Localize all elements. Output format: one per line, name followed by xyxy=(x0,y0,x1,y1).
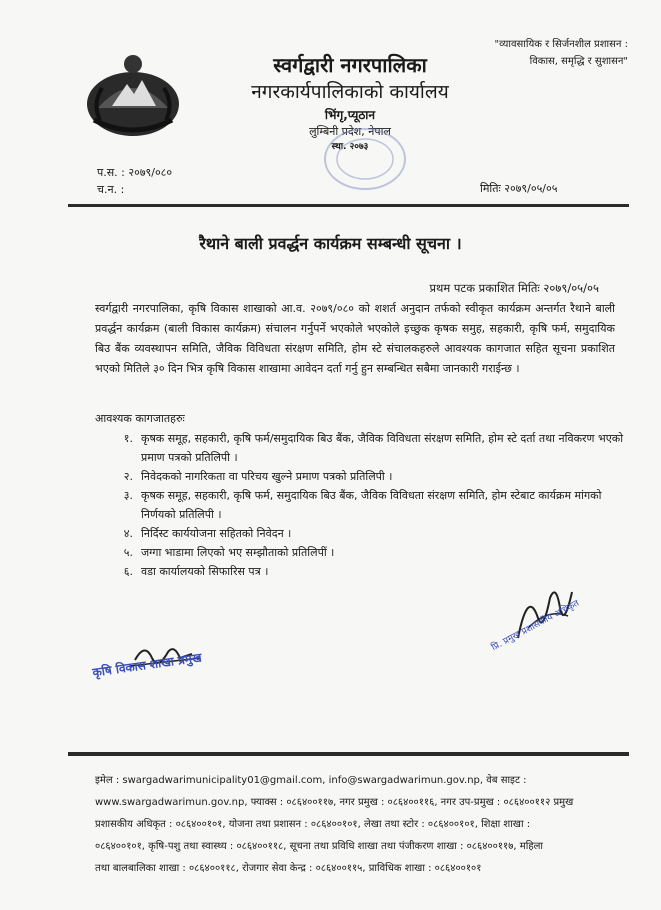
documents-heading: आवश्यक कागजातहरुः xyxy=(95,412,185,425)
left-signatory-title: कृषि विकास शाखा प्रमुख xyxy=(91,650,203,680)
footer-line: प्रशासकीय अधिकृत : ०८६४००१०१, योजना तथा प्रशासन : ०८६४००१०१, लेखा तथा स्टोर : ०८६४००१०१, शिक्षा शाखा : xyxy=(95,819,531,830)
province: लुम्बिनी प्रदेश, नेपाल xyxy=(309,125,391,138)
footer-divider xyxy=(68,752,629,756)
office-stamp-icon xyxy=(320,124,410,194)
published-date: प्रथम पटक प्रकाशित मितिः २०७९/०५/०५ xyxy=(429,281,599,295)
list-item: ६. वडा कार्यालयको सिफारिस पत्र । xyxy=(123,565,269,578)
right-signatory-title: प्रि. प्रमुख प्रशासकीय अधिकृत xyxy=(490,598,582,654)
motto: "व्यावसायिक र सिर्जनशील प्रशासन : विकास, समृद्धि र सुशासन" xyxy=(494,39,628,67)
letter-number: प.स. : २०७९/०८० xyxy=(97,166,173,179)
org-name: स्वर्गद्वारी नगरपालिका xyxy=(273,53,427,77)
contact-footer xyxy=(95,770,620,880)
list-item: २. निवेदकको नागरिकता वा परिचय खुल्ने प्रमाण पत्रको प्रतिलिपी । xyxy=(123,470,393,483)
notice-body: स्वर्गद्वारी नगरपालिका, कृषि विकास शाखाको आ.व. २०७९/०८० को शशर्त अनुदान तर्फको स्वीकृत कार्यक्रम अन्तर्गत रैथाने बाली प्रवर्द्धन कार्यक्रम (बाली विकास कार्यक्रम) संचालन गर्नुपर्ने भएकोले भएकोले इच्छुक कृषक समुह, सहकारी, कृषि फर्म, समुदायिक बिउ बैंक व्यवस्थापन समिति, जैविक विविधता संरक्षण समिति, होम स्टे संचालकहरुले आवश्यक कागजात सहित सूचना प्रकाशित भएको मितिले ३० दिन भित्र कृषि विकास शाखामा आवेदन दर्ता गर्नु हुन सम्बन्धित सबैमा जानकारी गराईन्छ । xyxy=(95,302,615,375)
office-name: नगरकार्यपालिकाको कार्यालय xyxy=(251,81,449,103)
documents-list xyxy=(95,429,625,581)
notice-title: रैथाने बाली प्रवर्द्धन कार्यक्रम सम्बन्धी सूचना । xyxy=(199,234,462,253)
letter-date: मितिः २०७९/०५/०५ xyxy=(480,182,558,195)
nepal-emblem-icon xyxy=(82,48,184,140)
established: स्था. २०७३ xyxy=(331,142,369,152)
reference-block xyxy=(97,164,172,198)
office-location: भिंगृ,प्यूठान xyxy=(324,108,376,122)
list-item: ५. जग्गा भाडामा लिएको भए सम्झौताको प्रतिलिपीं । xyxy=(123,546,335,559)
list-item: ३. कृषक समूह, सहकारी, कृषि फर्म, समुदायिक बिउ बैंक, जैविक विविधता संरक्षण समिति, होम स्टेबाट कार्यक्रम मांगको निर्णयको प्रतिलिपी । xyxy=(123,489,602,521)
list-item: १. कृषक समूह, सहकारी, कृषि फर्म/समुदायिक बिउ बैंक, जैविक विविधता संरक्षण समिति, होम स्टे दर्ता तथा नविकरण भएको प्रमाण पत्रको प्रतिलिपी । xyxy=(123,432,624,464)
header-divider xyxy=(68,204,629,207)
footer-line: ०८६४००१०१, कृषि-पशु तथा स्वास्थ्य : ०८६४००११८, सूचना तथा प्रविधि शाखा तथा पंजीकरण शाखा : ०८६४००११७, महिला xyxy=(95,841,544,852)
list-item: ४. निर्दिस्ट कार्ययोजना सहितको निवेदन । xyxy=(123,527,292,540)
dispatch-number: च.न. : xyxy=(97,183,125,196)
footer-line: www.swargadwarimun.gov.np, फ्याक्स : ०८६४००११७, नगर प्रमुख : ०८६४००११६, नगर उप-प्रमुख : ०८६४००११२ प्रमुख xyxy=(95,797,574,808)
footer-line: तथा बालबालिका शाखा : ०८६४००११८, रोजगार सेवा केन्द्र : ०८६४००११५, प्राविधिक शाखा : ०८६४००१०१ xyxy=(95,863,482,874)
footer-line: इमेल : swargadwarimunicipality01@gmail.com, info@swargadwarimun.gov.np, वेब साइट : xyxy=(95,775,527,786)
